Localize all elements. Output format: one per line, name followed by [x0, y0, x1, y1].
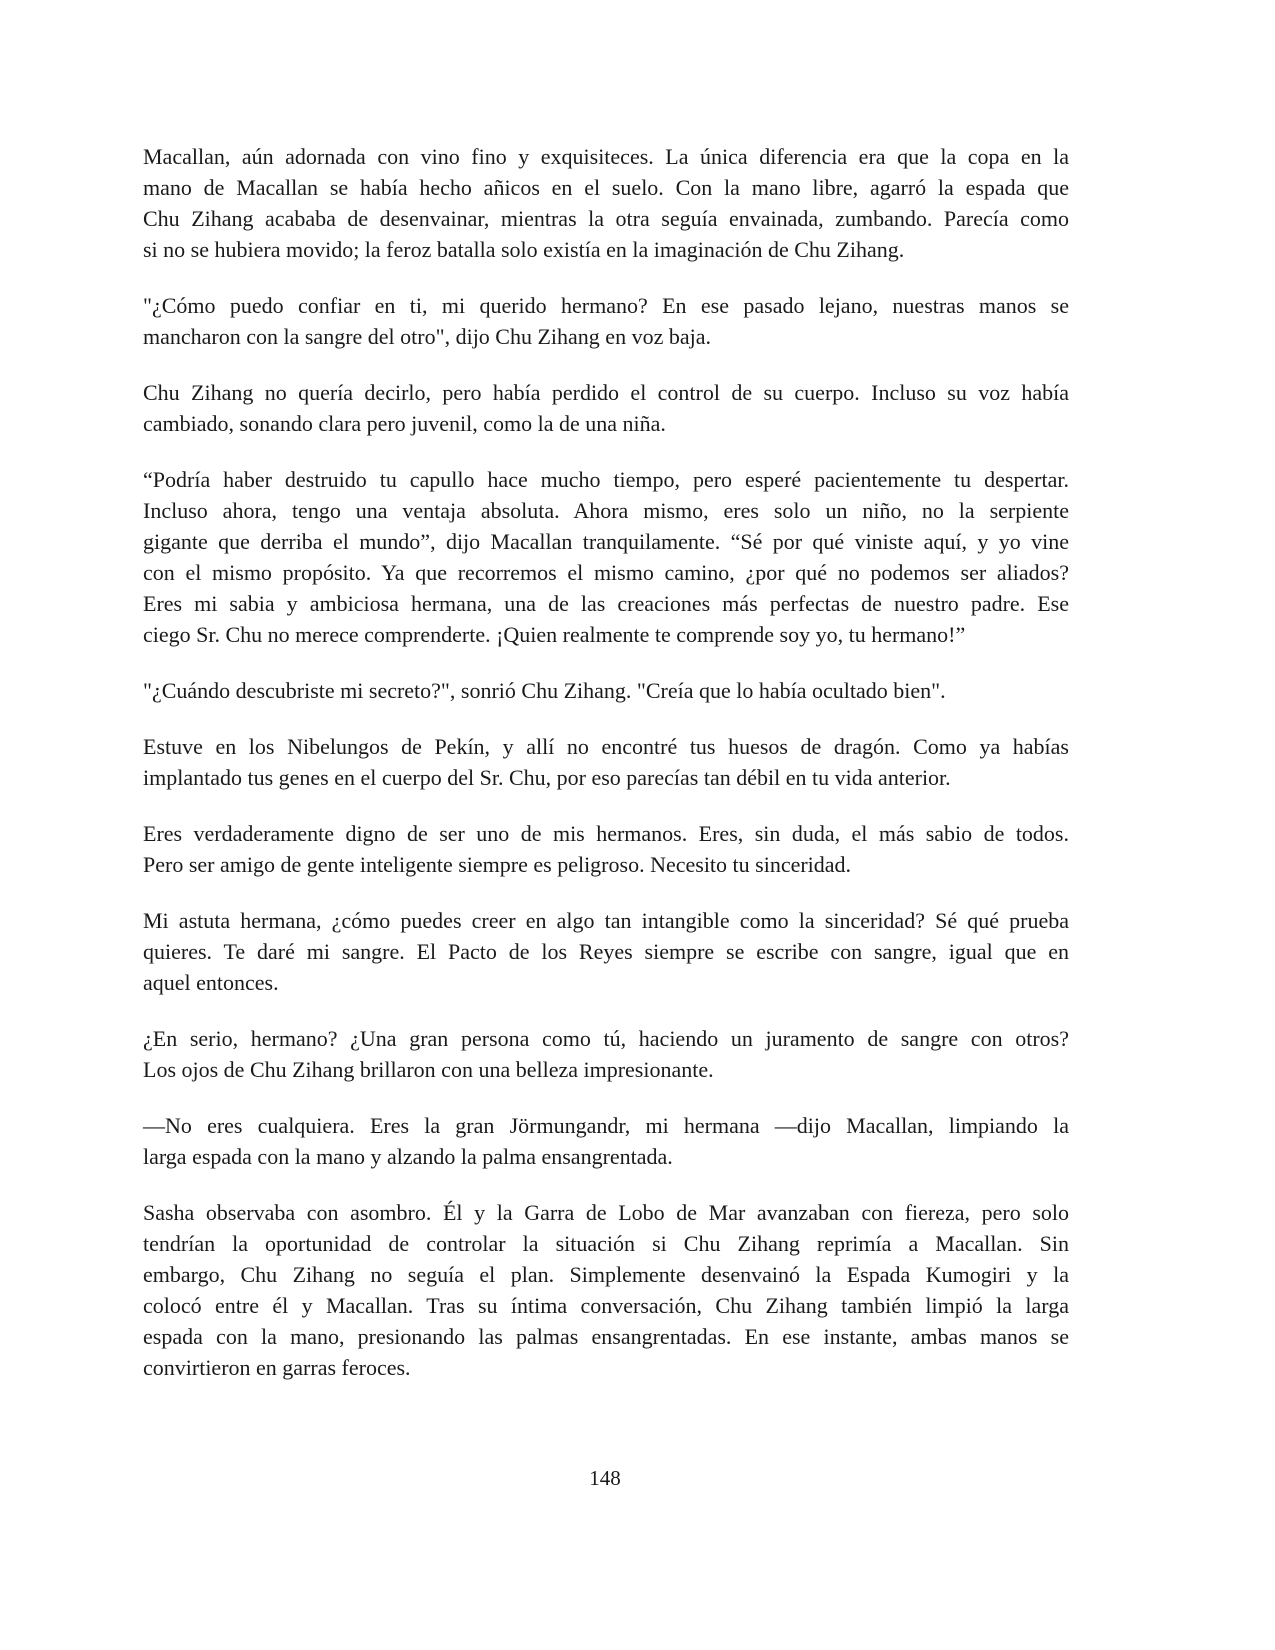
- paragraph: [143, 464, 1069, 650]
- text-line: Pero ser amigo de gente inteligente siempre es peligroso. Necesito tu sinceridad.: [143, 852, 852, 877]
- text-line: "¿Cuándo descubriste mi secreto?", sonrió Chu Zihang. "Creía que lo había ocultado bien".: [143, 678, 946, 703]
- text-line: "¿Cómo puedo confiar en ti, mi querido hermano? En ese pasado lejano, nuestras manos se: [143, 293, 1069, 318]
- paragraph: [143, 1110, 1069, 1172]
- text-line: gigante que derriba el mundo”, dijo Macallan tranquilamente. “Sé por qué viniste aquí, y yo vine: [143, 529, 1069, 554]
- paragraph: [143, 905, 1069, 998]
- text-line: larga espada con la mano y alzando la palma ensangrentada.: [143, 1144, 673, 1169]
- text-line: aquel entonces.: [143, 970, 279, 995]
- page-number: 148: [589, 1466, 621, 1490]
- text-line: quieres. Te daré mi sangre. El Pacto de los Reyes siempre se escribe con sangre, igual que en: [143, 939, 1069, 964]
- paragraph: [143, 675, 1069, 706]
- text-line: Eres verdaderamente digno de ser uno de mis hermanos. Eres, sin duda, el más sabio de todos.: [143, 821, 1069, 846]
- text-line: Macallan, aún adornada con vino fino y exquisiteces. La única diferencia era que la copa en la: [143, 144, 1069, 169]
- text-line: Los ojos de Chu Zihang brillaron con una belleza impresionante.: [143, 1057, 714, 1082]
- text-line: Incluso ahora, tengo una ventaja absoluta. Ahora mismo, eres solo un niño, no la serpiente: [143, 498, 1069, 523]
- text-line: con el mismo propósito. Ya que recorremos el mismo camino, ¿por qué no podemos ser aliados?: [143, 560, 1069, 585]
- page-body: [143, 141, 1069, 1408]
- text-line: embargo, Chu Zihang no seguía el plan. Simplemente desenvainó la Espada Kumogiri y la: [143, 1262, 1069, 1287]
- paragraph: [143, 818, 1069, 880]
- paragraph: [143, 377, 1069, 439]
- text-line: espada con la mano, presionando las palmas ensangrentadas. En ese instante, ambas manos se: [143, 1324, 1069, 1349]
- text-line: mancharon con la sangre del otro", dijo Chu Zihang en voz baja.: [143, 324, 711, 349]
- paragraph: [143, 1197, 1069, 1383]
- text-line: Sasha observaba con asombro. Él y la Garra de Lobo de Mar avanzaban con fiereza, pero solo: [143, 1200, 1069, 1225]
- paragraph: [143, 290, 1069, 352]
- text-line: tendrían la oportunidad de controlar la situación si Chu Zihang reprimía a Macallan. Sin: [143, 1231, 1069, 1256]
- text-line: implantado tus genes en el cuerpo del Sr. Chu, por eso parecías tan débil en tu vida anterior.: [143, 765, 951, 790]
- text-line: Mi astuta hermana, ¿cómo puedes creer en algo tan intangible como la sinceridad? Sé qué prueba: [143, 908, 1069, 933]
- text-line: ciego Sr. Chu no merece comprenderte. ¡Quien realmente te comprende soy yo, tu hermano!”: [143, 622, 966, 647]
- paragraph: [143, 141, 1069, 265]
- text-line: Estuve en los Nibelungos de Pekín, y allí no encontré tus huesos de dragón. Como ya habías: [143, 734, 1069, 759]
- text-line: “Podría haber destruido tu capullo hace mucho tiempo, pero esperé pacientemente tu despertar.: [143, 467, 1069, 492]
- text-line: si no se hubiera movido; la feroz batalla solo existía en la imaginación de Chu Zihang.: [143, 237, 905, 262]
- text-line: cambiado, sonando clara pero juvenil, como la de una niña.: [143, 411, 666, 436]
- text-line: ¿En serio, hermano? ¿Una gran persona como tú, haciendo un juramento de sangre con otros?: [143, 1026, 1069, 1051]
- paragraph: [143, 731, 1069, 793]
- text-line: Chu Zihang no quería decirlo, pero había perdido el control de su cuerpo. Incluso su voz había: [143, 380, 1069, 405]
- text-line: Eres mi sabia y ambiciosa hermana, una de las creaciones más perfectas de nuestro padre. Ese: [143, 591, 1069, 616]
- text-line: Chu Zihang acababa de desenvainar, mientras la otra seguía envainada, zumbando. Parecía como: [143, 206, 1069, 231]
- text-line: colocó entre él y Macallan. Tras su íntima conversación, Chu Zihang también limpió la larga: [143, 1293, 1069, 1318]
- text-line: —No eres cualquiera. Eres la gran Jörmungandr, mi hermana —dijo Macallan, limpiando la: [143, 1113, 1069, 1138]
- paragraph: [143, 1023, 1069, 1085]
- text-line: convirtieron en garras feroces.: [143, 1355, 411, 1380]
- text-line: mano de Macallan se había hecho añicos en el suelo. Con la mano libre, agarró la espada que: [143, 175, 1069, 200]
